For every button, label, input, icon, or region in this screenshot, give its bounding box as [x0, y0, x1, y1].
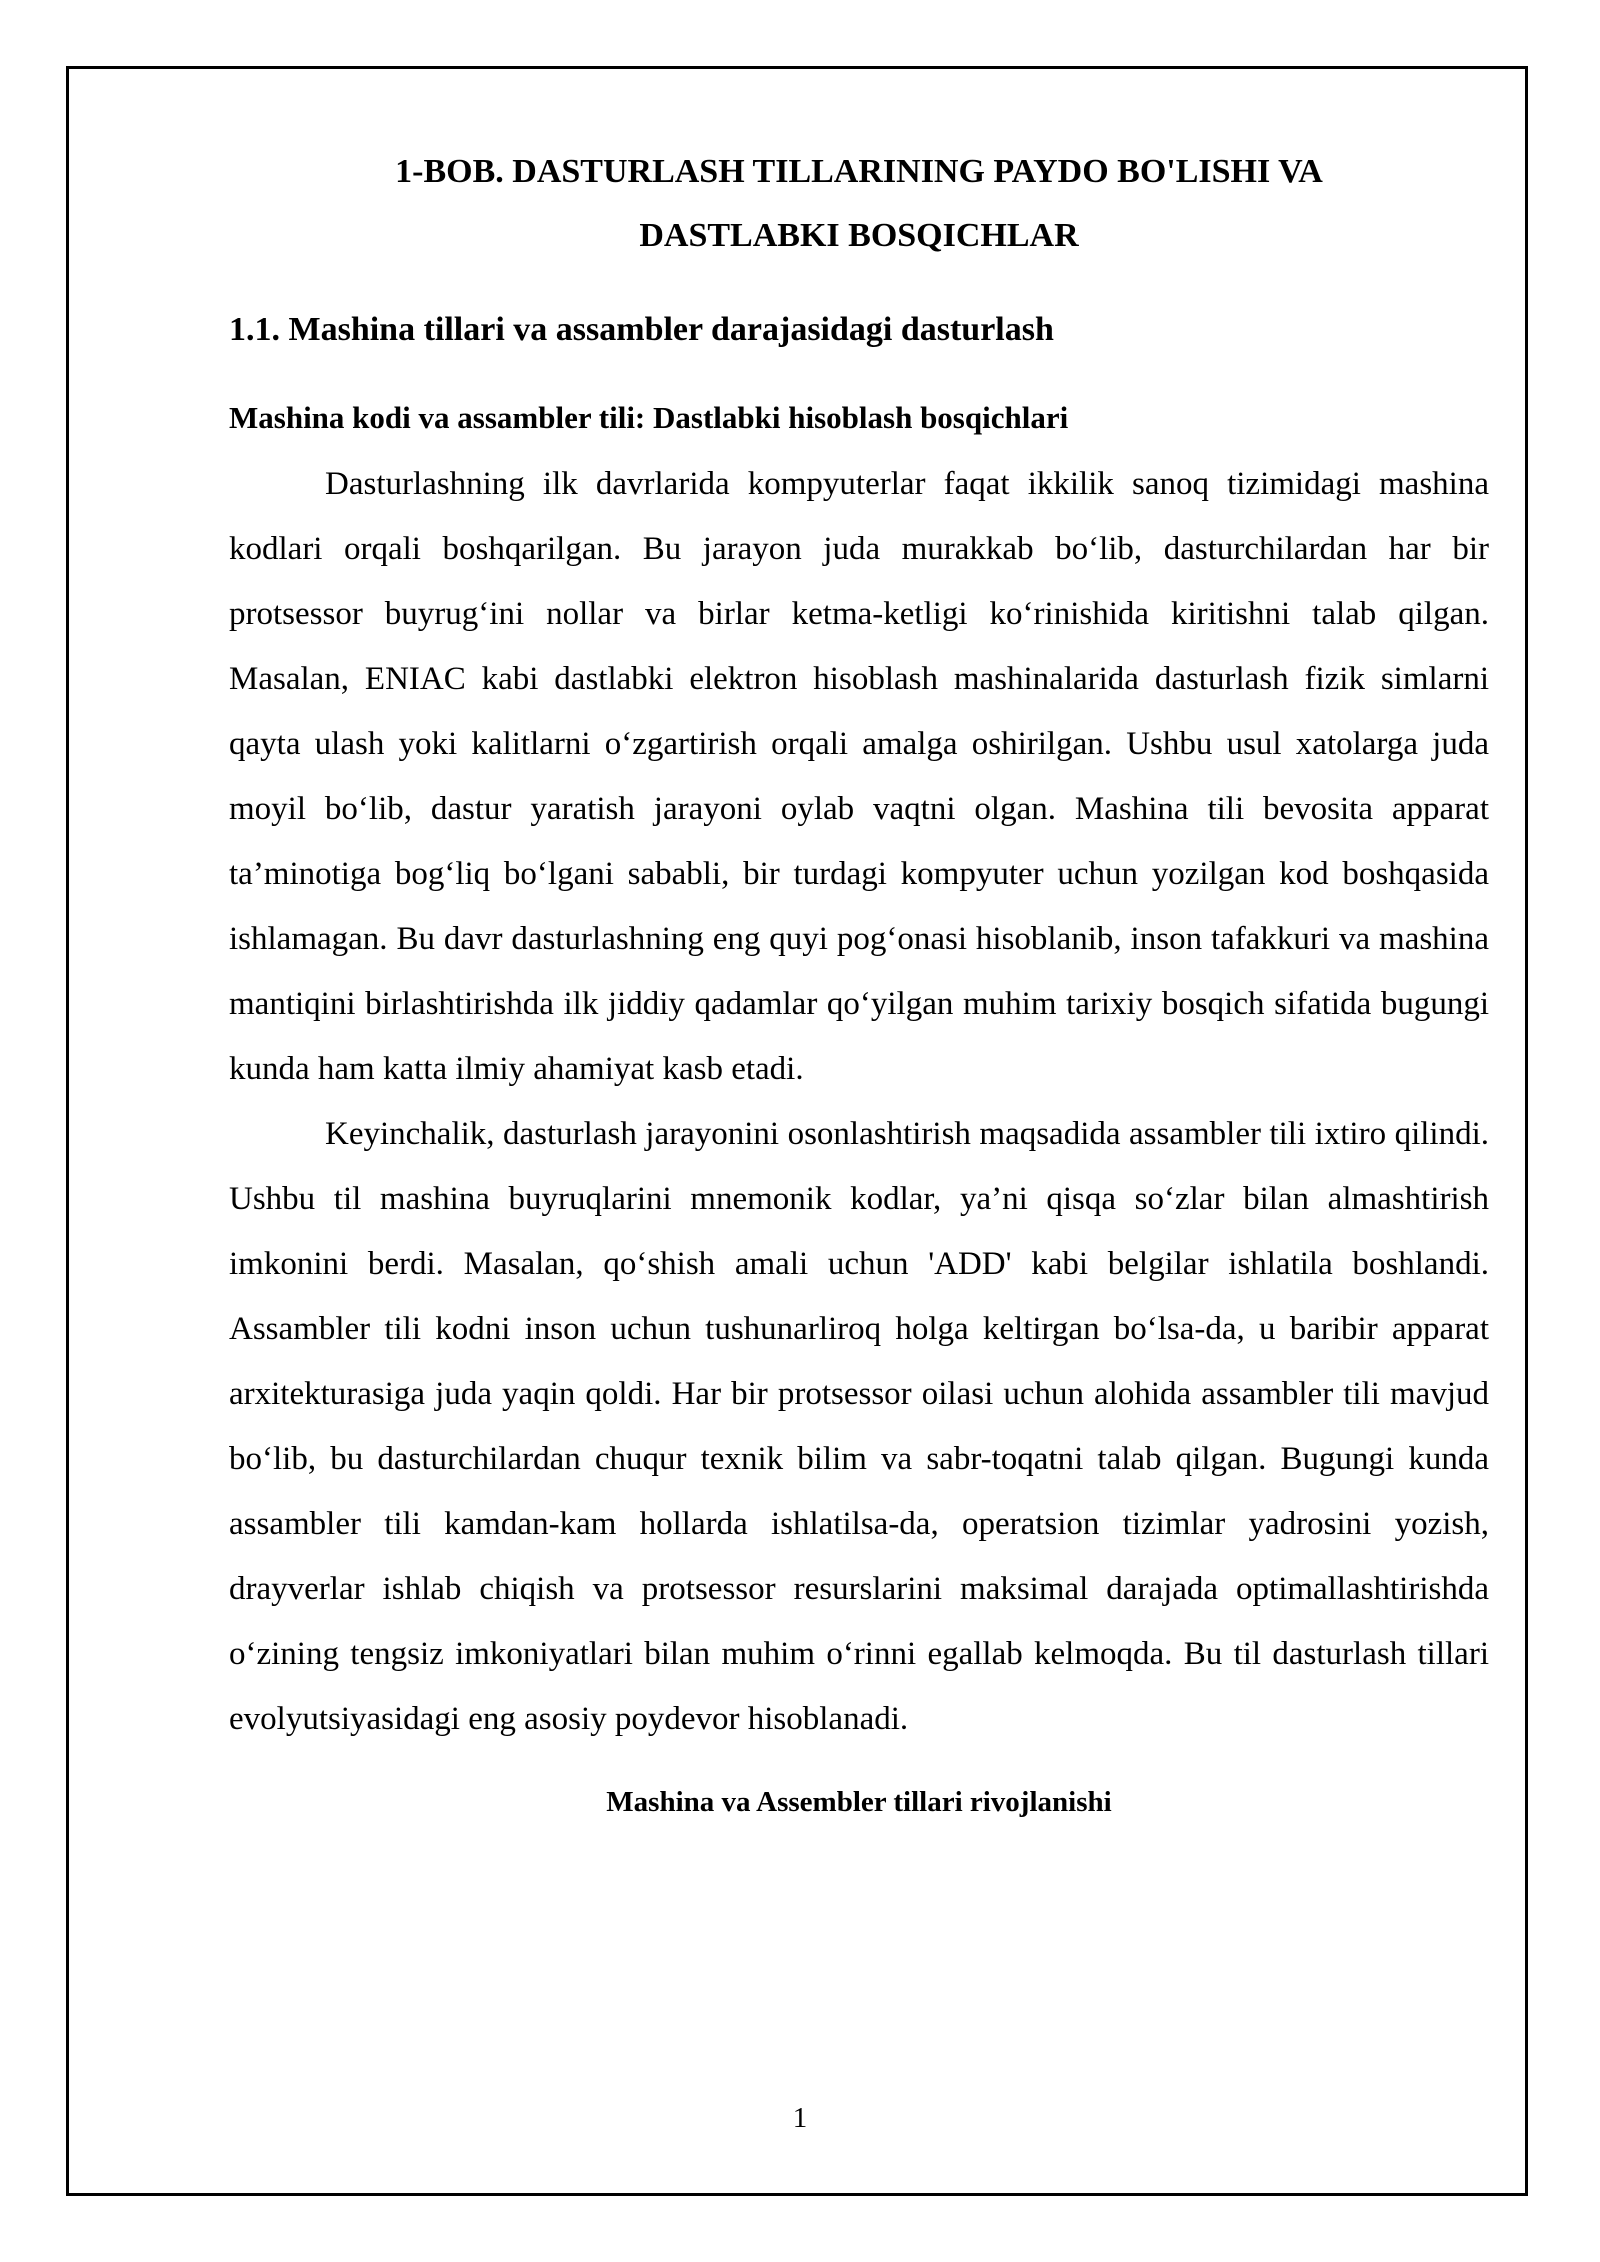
section-heading: 1.1. Mashina tillari va assambler darajasidagi dasturlash — [229, 311, 1054, 348]
chapter-title-line-1: 1-BOB. DASTURLASH TILLARINING PAYDO BO'LISHI VA — [395, 153, 1323, 190]
figure-caption: Mashina va Assembler tillari rivojlanishi — [606, 1786, 1112, 1818]
document-body — [229, 140, 1489, 1822]
body-paragraph-2: Keyinchalik, dasturlash jarayonini osonlashtirish maqsadida assambler tili ixtiro qilindi. Ushbu til mashina buyruqlarini mnemonik kodlar, ya’ni qisqa so‘zlar bilan almashtirish imkonini berdi. Masalan, qo‘shish amali uchun 'ADD' kabi belgilar ishlatila boshlandi. Assambler tili kodni inson uchun tushunarliroq holga keltirgan bo‘lsa-da, u baribir apparat arxitekturasiga juda yaqin qoldi. Har bir protsessor oilasi uchun alohida assambler tili mavjud bo‘lib, bu dasturchilardan chuqur texnik bilim va sabr-toqatni talab qilgan. Bugungi kunda assambler tili kamdan-kam hollarda ishlatilsa-da, operatsion tizimlar yadrosini yozish, drayverlar ishlab chiqish va protsessor resurslarini maksimal darajada optimallashtirishda o‘zining tengsiz imkoniyatlari bilan muhim o‘rinni egallab kelmoqda. Bu til dasturlash tillari evolyutsiyasidagi eng asosiy poydevor hisoblanadi. — [229, 1116, 1489, 1737]
page-number: 1 — [792, 2102, 808, 2134]
chapter-title-line-2: DASTLABKI BOSQICHLAR — [639, 217, 1079, 254]
body-paragraph-1: Dasturlashning ilk davrlarida kompyuterlar faqat ikkilik sanoq tizimidagi mashina kodlari orqali boshqarilgan. Bu jarayon juda murakkab bo‘lib, dasturchilardan har bir protsessor buyrug‘ini nollar va birlar ketma-ketligi ko‘rinishida kiritishni talab qilgan. Masalan, ENIAC kabi dastlabki elektron hisoblash mashinalarida dasturlash fizik simlarni qayta ulash yoki kalitlarni o‘zgartirish orqali amalga oshirilgan. Ushbu usul xatolarga juda moyil bo‘lib, dastur yaratish jarayoni oylab vaqtni olgan. Mashina tili bevosita apparat ta’minotiga bog‘liq bo‘lgani sababli, bir turdagi kompyuter uchun yozilgan kod boshqasida ishlamagan. Bu davr dasturlashning eng quyi pog‘onasi hisoblanib, inson tafakkuri va mashina mantiqini birlashtirishda ilk jiddiy qadamlar qo‘yilgan muhim tarixiy bosqich sifatida bugungi kunda ham katta ilmiy ahamiyat kasb etadi. — [229, 466, 1489, 1087]
sub-heading: Mashina kodi va assambler tili: Dastlabki hisoblash bosqichlari — [229, 400, 1069, 435]
chapter-title — [229, 140, 1489, 268]
